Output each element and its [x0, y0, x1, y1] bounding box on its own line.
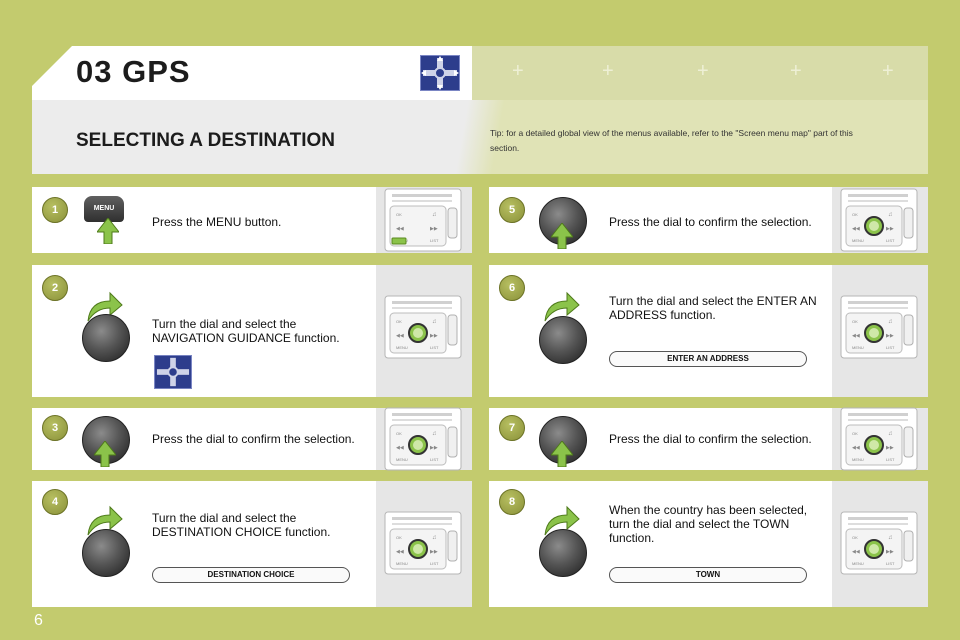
dial-icon: [82, 529, 130, 577]
step-number-badge: 4: [42, 489, 68, 515]
press-arrow-icon: [551, 223, 573, 249]
step-card-7: [489, 408, 928, 470]
step-card-2: [32, 265, 472, 397]
step-number-badge: 6: [499, 275, 525, 301]
step-text: Press the MENU button.: [152, 215, 282, 229]
gps-crosshair-icon: [420, 55, 460, 91]
console-illustration: [840, 295, 918, 359]
menu-button-icon: MENU: [84, 196, 124, 222]
console-illustration: [384, 188, 462, 252]
step-text: When the country has been selected, turn the dial and select the TOWN function.: [609, 503, 808, 545]
step-number-badge: 8: [499, 489, 525, 515]
step-number-badge: 2: [42, 275, 68, 301]
page-title: [76, 54, 191, 90]
chapter-title: GPS: [122, 54, 191, 89]
press-arrow-icon: [94, 441, 116, 467]
menu-option-label: ENTER AN ADDRESS: [609, 351, 807, 367]
step-number-badge: 3: [42, 415, 68, 441]
step-number-badge: 5: [499, 197, 525, 223]
menu-option-label: DESTINATION CHOICE: [152, 567, 350, 583]
header-corner-cut: [32, 46, 72, 86]
step-text: Turn the dial and select the NAVIGATION GUIDANCE function.: [152, 317, 340, 345]
step-text: Press the dial to confirm the selection.: [609, 432, 812, 446]
console-illustration: [840, 407, 918, 471]
step-text: Turn the dial and select the DESTINATION CHOICE function.: [152, 511, 331, 539]
press-arrow-icon: [97, 218, 119, 244]
console-illustration: [840, 188, 918, 252]
step-card-6: [489, 265, 928, 397]
gps-crosshair-icon: [154, 355, 192, 389]
console-illustration: [840, 511, 918, 575]
step-card-3: [32, 408, 472, 470]
step-text: Turn the dial and select the ENTER AN ADDRESS function.: [609, 294, 817, 322]
section-title: SELECTING A DESTINATION: [76, 130, 335, 151]
step-card-8: [489, 481, 928, 607]
console-illustration: [384, 511, 462, 575]
console-illustration: [384, 295, 462, 359]
tip-text: Tip: for a detailed global view of the menus available, refer to the "Screen menu map" part of this section.: [490, 128, 853, 153]
header-map-pattern: + + + + +: [472, 46, 928, 100]
step-text: Press the dial to confirm the selection.: [609, 215, 812, 229]
step-card-5: [489, 187, 928, 253]
step-number-badge: 7: [499, 415, 525, 441]
step-text: Press the dial to confirm the selection.: [152, 432, 355, 446]
page-number: 6: [34, 612, 43, 629]
dial-icon: [539, 529, 587, 577]
step-card-4: [32, 481, 472, 607]
chapter-number: 03: [76, 54, 113, 89]
console-illustration: [384, 407, 462, 471]
press-arrow-icon: [551, 441, 573, 467]
dial-icon: [539, 316, 587, 364]
step-number-badge: 1: [42, 197, 68, 223]
dial-icon: [82, 314, 130, 362]
menu-option-label: TOWN: [609, 567, 807, 583]
